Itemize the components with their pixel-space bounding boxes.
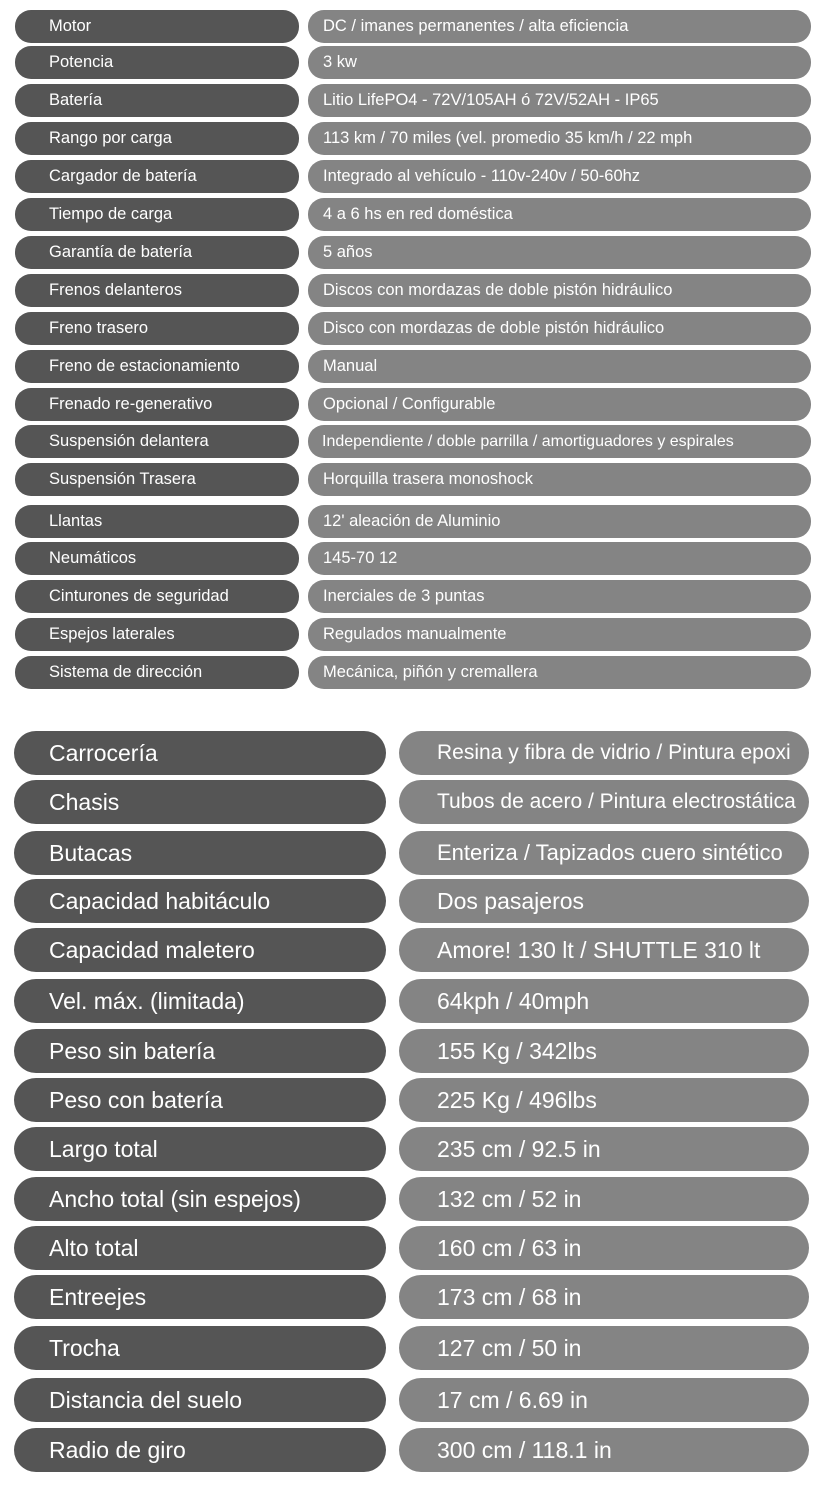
spec-label: Entreejes (14, 1275, 386, 1319)
spec-value: 5 años (308, 236, 811, 269)
spec-row (0, 580, 823, 613)
spec-row (0, 84, 823, 117)
spec-row (0, 388, 823, 421)
spec-value: 12' aleación de Aluminio (308, 505, 811, 538)
spec-row (0, 122, 823, 155)
spec-value: DC / imanes permanentes / alta eficiencia (308, 10, 811, 43)
spec-row (0, 274, 823, 307)
spec-row (0, 160, 823, 193)
spec-value: Regulados manualmente (308, 618, 811, 651)
spec-row (0, 831, 823, 875)
spec-row (0, 1078, 823, 1122)
spec-value: 160 cm / 63 in (399, 1226, 809, 1270)
spec-label: Distancia del suelo (14, 1378, 386, 1422)
spec-row (0, 542, 823, 575)
spec-label: Tiempo de carga (15, 198, 299, 231)
spec-value: 132 cm / 52 in (399, 1177, 809, 1221)
spec-row (0, 46, 823, 79)
spec-row (0, 1127, 823, 1171)
spec-value: Disco con mordazas de doble pistón hidráulico (308, 312, 811, 345)
spec-label: Ancho total (sin espejos) (14, 1177, 386, 1221)
spec-label: Batería (15, 84, 299, 117)
spec-value: 173 cm / 68 in (399, 1275, 809, 1319)
spec-label: Llantas (15, 505, 299, 538)
spec-value: 300 cm / 118.1 in (399, 1428, 809, 1472)
spec-value: 145-70 12 (308, 542, 811, 575)
spec-label: Garantía de batería (15, 236, 299, 269)
spec-row (0, 463, 823, 496)
spec-row (0, 1326, 823, 1370)
spec-row (0, 1226, 823, 1270)
spec-row (0, 1428, 823, 1472)
spec-value: Opcional / Configurable (308, 388, 811, 421)
spec-row (0, 10, 823, 43)
spec-label: Sistema de dirección (15, 656, 299, 689)
spec-row (0, 425, 823, 458)
spec-label: Largo total (14, 1127, 386, 1171)
spec-value: 17 cm / 6.69 in (399, 1378, 809, 1422)
spec-label: Capacidad habitáculo (14, 879, 386, 923)
spec-value: Dos pasajeros (399, 879, 809, 923)
spec-label: Rango por carga (15, 122, 299, 155)
spec-row (0, 312, 823, 345)
spec-label: Cinturones de seguridad (15, 580, 299, 613)
spec-label: Trocha (14, 1326, 386, 1370)
spec-value: 155 Kg / 342lbs (399, 1029, 809, 1073)
spec-label: Frenado re-generativo (15, 388, 299, 421)
spec-label: Peso sin batería (14, 1029, 386, 1073)
spec-row (0, 1378, 823, 1422)
spec-label: Freno trasero (15, 312, 299, 345)
spec-value: Inerciales de 3 puntas (308, 580, 811, 613)
spec-row (0, 350, 823, 383)
spec-value: Tubos de acero / Pintura electrostática (399, 780, 809, 824)
spec-row (0, 505, 823, 538)
spec-value: Manual (308, 350, 811, 383)
spec-label: Suspensión delantera (15, 425, 299, 458)
spec-value: 4 a 6 hs en red doméstica (308, 198, 811, 231)
spec-label: Butacas (14, 831, 386, 875)
spec-row (0, 1177, 823, 1221)
spec-row (0, 236, 823, 269)
spec-label: Capacidad maletero (14, 928, 386, 972)
spec-value: Independiente / doble parrilla / amortiguadores y espirales (308, 425, 811, 458)
spec-label: Peso con batería (14, 1078, 386, 1122)
spec-row (0, 1029, 823, 1073)
spec-label: Motor (15, 10, 299, 43)
spec-value: 225 Kg / 496lbs (399, 1078, 809, 1122)
spec-label: Radio de giro (14, 1428, 386, 1472)
spec-label: Alto total (14, 1226, 386, 1270)
spec-row (0, 780, 823, 824)
spec-label: Suspensión Trasera (15, 463, 299, 496)
spec-label: Frenos delanteros (15, 274, 299, 307)
spec-value: Resina y fibra de vidrio / Pintura epoxi (399, 731, 809, 775)
spec-row (0, 198, 823, 231)
spec-row (0, 1275, 823, 1319)
spec-value: 235 cm / 92.5 in (399, 1127, 809, 1171)
spec-value: Mecánica, piñón y cremallera (308, 656, 811, 689)
spec-value: 113 km / 70 miles (vel. promedio 35 km/h / 22 mph (308, 122, 811, 155)
spec-value: Horquilla trasera monoshock (308, 463, 811, 496)
spec-label: Neumáticos (15, 542, 299, 575)
spec-value: Enteriza / Tapizados cuero sintético (399, 831, 809, 875)
spec-row (0, 879, 823, 923)
spec-label: Potencia (15, 46, 299, 79)
spec-label: Chasis (14, 780, 386, 824)
spec-label: Espejos laterales (15, 618, 299, 651)
spec-label: Carrocería (14, 731, 386, 775)
spec-value: Discos con mordazas de doble pistón hidráulico (308, 274, 811, 307)
spec-row (0, 979, 823, 1023)
spec-row (0, 618, 823, 651)
spec-label: Vel. máx. (limitada) (14, 979, 386, 1023)
spec-value: 3 kw (308, 46, 811, 79)
spec-label: Cargador de batería (15, 160, 299, 193)
spec-value: 127 cm / 50 in (399, 1326, 809, 1370)
spec-value: Litio LifePO4 - 72V/105AH ó 72V/52AH - IP65 (308, 84, 811, 117)
spec-value: Integrado al vehículo - 110v-240v / 50-60hz (308, 160, 811, 193)
spec-value: Amore! 130 lt / SHUTTLE 310 lt (399, 928, 809, 972)
spec-row (0, 928, 823, 972)
spec-value: 64kph / 40mph (399, 979, 809, 1023)
spec-row (0, 731, 823, 775)
spec-row (0, 656, 823, 689)
spec-label: Freno de estacionamiento (15, 350, 299, 383)
